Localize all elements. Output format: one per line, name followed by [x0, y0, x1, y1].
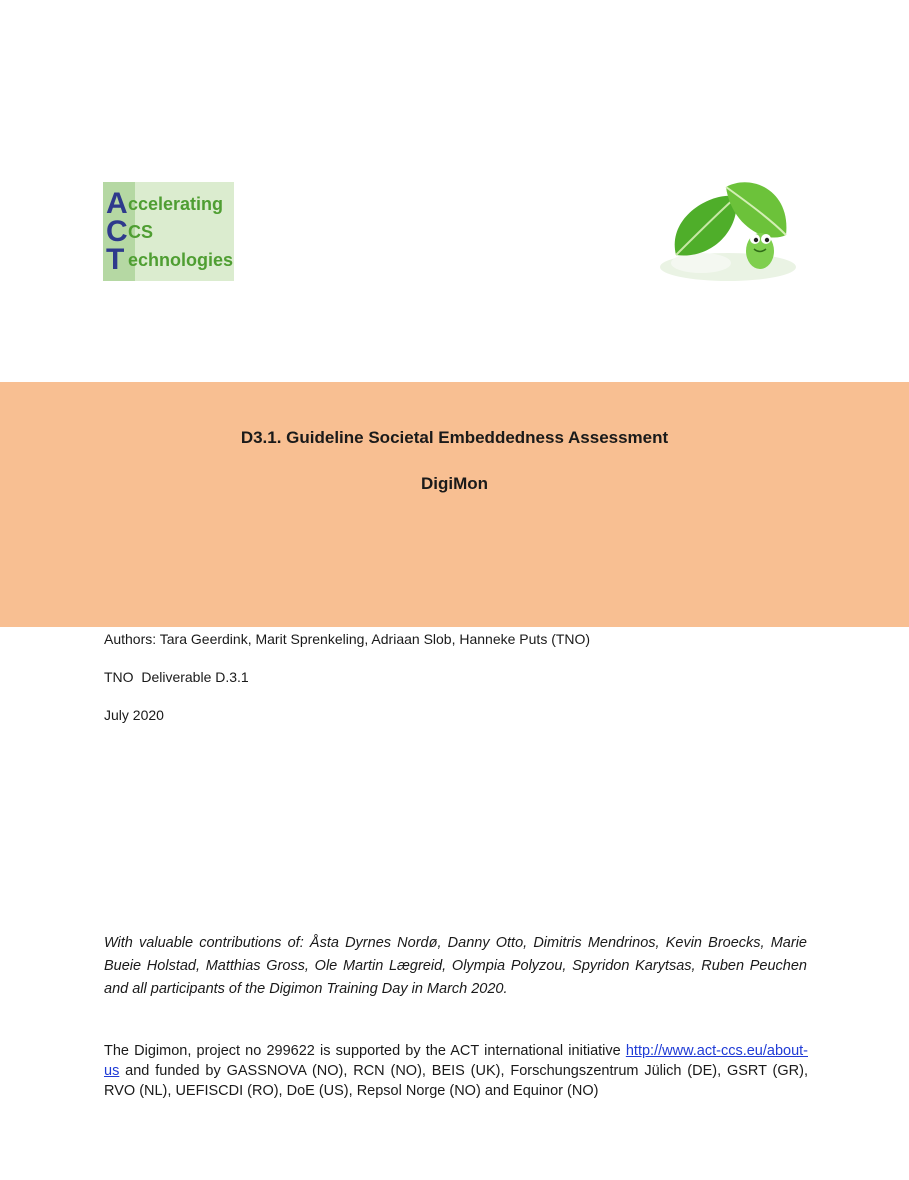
- authors-line: Authors: Tara Geerdink, Marit Sprenkeling, Adriaan Slob, Hanneke Puts (TNO): [104, 631, 591, 647]
- document-title: D3.1. Guideline Societal Embeddedness Assessment: [240, 428, 669, 447]
- support-text-after: and funded by GASSNOVA (NO), RCN (NO), BEIS (UK), Forschungszentrum Jülich (DE), GSRT (GR), RVO (NL), UEFISCDI (RO), DoE (US), Repsol Norge (NO) and Equinor (NO): [104, 1063, 808, 1099]
- support-text-before: The Digimon, project no 299622 is supported by the ACT international initiative: [104, 1043, 626, 1059]
- support-paragraph: [104, 1041, 808, 1101]
- act-logo-line-2: [106, 215, 234, 248]
- act-logo-cap-a: A: [106, 187, 128, 220]
- act-website-link[interactable]: http://www.act-ccs.eu/about-us: [104, 1043, 808, 1079]
- frog-pupil-left: [754, 238, 758, 242]
- cloud-shape-2: [671, 253, 731, 273]
- act-logo-cap-t: T: [106, 243, 125, 276]
- act-logo-line-1: [106, 187, 234, 220]
- act-logo-word-ccs: CS: [128, 222, 154, 242]
- deliverable-line: TNO Deliverable D.3.1: [104, 669, 249, 685]
- date-line: July 2020: [104, 707, 164, 723]
- act-logo: [103, 182, 234, 281]
- project-name: DigiMon: [420, 474, 489, 493]
- act-logo-word-technologies: echnologies: [128, 250, 234, 270]
- leaf-frog-logo: [656, 175, 801, 290]
- act-logo-cap-c: C: [106, 215, 128, 248]
- act-logo-word-accelerating: ccelerating: [128, 194, 224, 214]
- contributions-paragraph: With valuable contributions of: Åsta Dyrnes Nordø, Danny Otto, Dimitris Mendrinos, Kevin Broecks, Marie Bueie Holstad, Matthias Gross, Ole Martin Lægreid, Olympia Polyzou, Spyridon Karytsas, Ruben Peuchen and all participants of the Digimon Training Day in March 2020.: [104, 935, 807, 997]
- frog-pupil-right: [765, 238, 769, 242]
- title-banner: [0, 382, 909, 627]
- act-logo-line-3: [106, 243, 234, 276]
